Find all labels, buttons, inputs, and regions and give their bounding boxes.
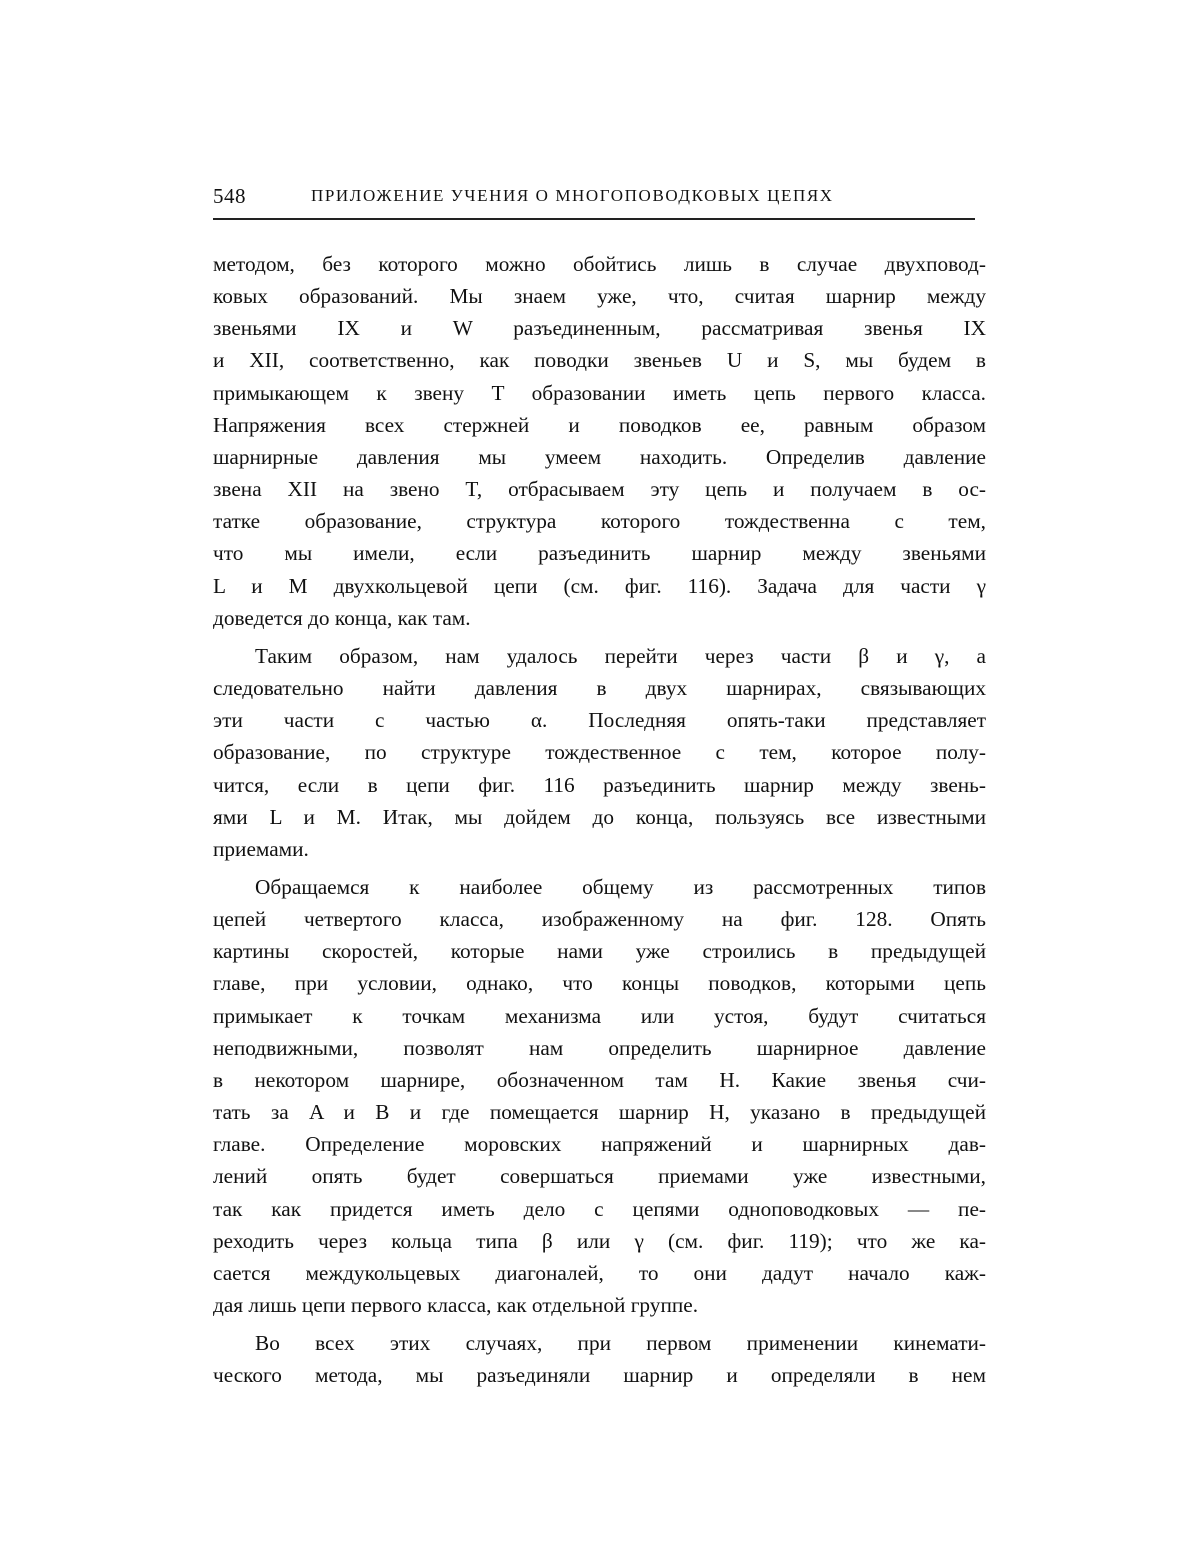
text-line: примыкает к точкам механизма или устоя, будут считаться <box>213 1003 986 1028</box>
page-number: 548 <box>213 184 246 208</box>
text-line: следовательно найти давления в двух шарнирах, связывающих <box>213 676 986 701</box>
text-line: Таким образом, нам удалось перейти через части β и γ, а <box>255 643 986 668</box>
text-line: ковых образований. Мы знаем уже, что, считая шарнир между <box>213 284 986 309</box>
text-line: главе, при условии, однако, что концы поводков, которыми цепь <box>213 971 986 996</box>
running-head: ПРИЛОЖЕНИЕ УЧЕНИЯ О МНОГОПОВОДКОВЫХ ЦЕПЯХ <box>311 186 834 205</box>
text-line: шарнирные давления мы умеем находить. Определив давление <box>213 444 986 469</box>
text-line: Обращаемся к наиболее общему из рассмотренных типов <box>255 874 986 899</box>
text-line: сается междукольцевых диагоналей, то они дадут начало каж- <box>213 1260 986 1285</box>
text-line: лений опять будет совершаться приемами уже известными, <box>213 1164 986 1189</box>
text-line: дая лишь цепи первого класса, как отдельной группе. <box>213 1293 699 1317</box>
text-line: в некотором шарнире, обозначенном там H. Какие звенья счи- <box>213 1067 986 1092</box>
page-header <box>213 182 975 222</box>
text-line: реходить через кольца типа β или γ (см. фиг. 119); что же ка- <box>213 1228 986 1253</box>
body-text <box>213 248 986 1397</box>
text-line: приемами. <box>213 836 309 861</box>
text-line: эти части с частью α. Последняя опять-таки представляет <box>213 708 986 733</box>
text-line: цепей четвертого класса, изображенному на фиг. 128. Опять <box>213 907 986 932</box>
text-line: L и M двухкольцевой цепи (см. фиг. 116). Задача для части γ <box>213 573 986 598</box>
text-line: примыкающем к звену T образовании иметь цепь первого класса. <box>213 380 986 405</box>
text-line: Во всех этих случаях, при первом применении кинемати- <box>255 1331 986 1356</box>
paragraph-3 <box>213 871 986 1321</box>
text-line: что мы имели, если разъединить шарнир между звеньями <box>213 541 986 566</box>
text-line: так как придется иметь дело с цепями одноповодковых — пе- <box>213 1196 986 1221</box>
text-line: и XII, соответственно, как поводки звеньев U и S, мы будем в <box>213 348 986 373</box>
header-rule <box>213 218 975 220</box>
text-line: доведется до конца, как там. <box>213 605 471 630</box>
text-line: методом, без которого можно обойтись лишь в случае двухповод- <box>213 252 986 276</box>
text-line: звена XII на звено T, отбрасываем эту цепь и получаем в ос- <box>213 477 986 502</box>
text-line: тать за A и B и где помещается шарнир H, указано в предыдущей <box>213 1100 986 1125</box>
paragraph-2 <box>213 640 986 865</box>
text-line: Напряжения всех стержней и поводков ее, равным образом <box>213 412 986 437</box>
paragraph-1 <box>213 248 986 634</box>
text-line: ческого метода, мы разъединяли шарнир и определяли в нем <box>213 1363 986 1388</box>
text-line: образование, по структуре тождественное с тем, которое полу- <box>213 740 986 765</box>
text-line: неподвижными, позволят нам определить шарнирное давление <box>213 1035 986 1060</box>
text-line: звеньями IX и W разъединенным, рассматривая звенья IX <box>213 316 986 341</box>
text-line: главе. Определение моровских напряжений и шарнирных дав- <box>213 1132 986 1157</box>
text-line: картины скоростей, которые нами уже строились в предыдущей <box>213 939 986 964</box>
text-line: татке образование, структура которого тождественна с тем, <box>213 509 986 534</box>
text-line: чится, если в цепи фиг. 116 разъединить шарнир между звень- <box>213 772 986 797</box>
text-line: ями L и M. Итак, мы дойдем до конца, пользуясь все известными <box>213 804 986 829</box>
paragraph-4 <box>213 1327 986 1391</box>
